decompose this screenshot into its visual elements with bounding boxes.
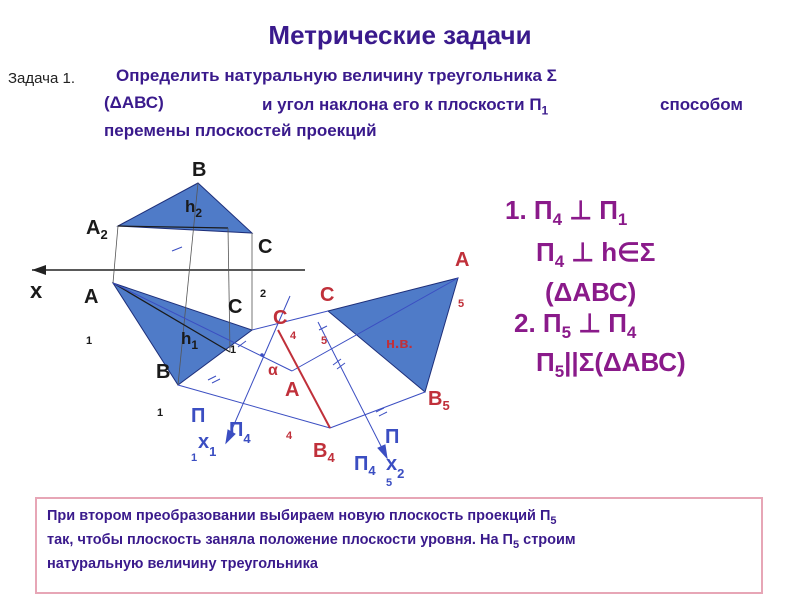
label-h2-sub: 2 — [195, 206, 203, 220]
label-A2 — [86, 217, 108, 242]
tick-mark — [376, 408, 387, 416]
label-A4-sub: 4 — [286, 430, 293, 442]
rule-4-num: 2. — [514, 308, 536, 338]
label-C1: C — [228, 296, 243, 318]
label-x1-text: x — [198, 431, 210, 453]
label-B5-text: B — [428, 388, 443, 410]
projection-line-b4-b5 — [330, 392, 425, 428]
label-x2-P4-text: П — [354, 453, 369, 475]
note-line-1-sub: 5 — [550, 514, 557, 527]
label-h2-text: h — [185, 197, 196, 216]
rule-4-plane-b: П — [608, 308, 627, 338]
label-A2-text: A — [86, 217, 101, 239]
note-line-2 — [47, 531, 751, 555]
rule-5 — [536, 347, 686, 382]
note-line-2-end: строим — [523, 531, 576, 548]
label-x1-P4-text: П — [229, 419, 244, 441]
rule-1 — [505, 195, 627, 230]
explanation-box — [35, 497, 763, 594]
rule-2 — [536, 237, 655, 272]
note-line-2-sub: 5 — [512, 538, 520, 551]
task-label: Задача 1. — [8, 70, 76, 87]
label-x2-P: П — [385, 426, 400, 448]
rule-3: (ΔАВС) — [545, 277, 637, 307]
rule-4-plane-a-sub: 5 — [561, 323, 572, 343]
rule-1-perp: ⊥ — [569, 195, 592, 225]
label-A1-sub: 1 — [86, 335, 93, 347]
label-A4: A — [285, 379, 300, 401]
rule-1-plane-b: П — [599, 195, 618, 225]
label-x2-text: x — [386, 453, 398, 475]
label-A2-sub: 2 — [100, 227, 108, 242]
label-x1-P4 — [229, 419, 251, 446]
label-x2-P4 — [354, 453, 376, 478]
rule-4-perp: ⊥ — [578, 308, 601, 338]
label-alpha: α — [268, 362, 278, 379]
label-B4-text: B — [313, 440, 328, 462]
task-line-2b-sub: 1 — [541, 103, 549, 118]
label-x2-P4-sub: 4 — [368, 463, 376, 478]
rule-4 — [514, 308, 636, 343]
label-B5-sub: 5 — [442, 398, 450, 413]
label-A1: A — [84, 286, 99, 308]
right-angle-dot — [260, 353, 264, 357]
task-line-2a: (ΔАВС) — [104, 93, 164, 112]
note-line-2-text: так, чтобы плоскость заняла положение плоскости уровня. На П — [47, 531, 513, 548]
rule-2-plane-a: П — [536, 237, 555, 267]
label-C1-sub: 1 — [230, 344, 237, 356]
label-x-axis: x — [30, 278, 43, 303]
rule-4-plane-a: П — [542, 308, 562, 338]
label-x1-P: П — [191, 405, 206, 427]
page-title: Метрические задачи — [268, 20, 532, 50]
label-h1-text: h — [181, 329, 192, 348]
label-x2-P-sub: 5 — [386, 477, 393, 489]
rule-5-plane-a-sub: 5 — [554, 362, 565, 382]
tick-mark — [172, 247, 182, 251]
rule-1-plane-b-sub: 1 — [617, 210, 628, 230]
label-C2: C — [258, 236, 273, 258]
label-A5: A — [455, 249, 470, 271]
rule-1-num: 1. — [505, 195, 527, 225]
label-C4-sub: 4 — [290, 330, 297, 342]
link-line-a — [113, 226, 118, 283]
label-B4-sub: 4 — [327, 450, 335, 465]
x-axis-arrow — [32, 265, 46, 275]
label-h1-sub: 1 — [191, 338, 199, 352]
rule-1-plane-a: П — [533, 195, 553, 225]
label-C4: C — [273, 307, 288, 329]
label-x1 — [198, 431, 216, 459]
rule-4-plane-b-sub: 4 — [626, 323, 637, 343]
label-true-size: н.в. — [386, 335, 413, 352]
task-line-3: перемены плоскостей проекций — [104, 121, 377, 140]
label-B2: B — [192, 159, 207, 181]
rule-2-perp: ⊥ — [571, 237, 595, 267]
label-B4 — [313, 440, 335, 465]
label-x1-P4-sub: 4 — [243, 431, 251, 446]
note-line-3: натуральную величину треугольника — [47, 555, 318, 572]
label-C5-sub: 5 — [321, 335, 328, 347]
label-B5 — [428, 388, 450, 413]
label-x2-sub: 2 — [397, 466, 405, 481]
label-C2-sub: 2 — [260, 288, 267, 300]
rule-5-target: Σ(ΔАВС) — [578, 347, 686, 377]
rule-1-plane-a-sub: 4 — [552, 210, 563, 230]
task-line-1: Определить натуральную величину треугольника Σ — [116, 66, 557, 85]
task-line-2c: способом — [660, 95, 743, 114]
label-x1-sub: 1 — [209, 444, 217, 459]
label-B1: B — [156, 361, 171, 383]
label-C5: C — [320, 284, 335, 306]
label-B1-sub: 1 — [157, 407, 164, 419]
note-line-1 — [47, 507, 751, 531]
label-x1-P-sub: 1 — [191, 452, 198, 464]
rule-2-target: h∈Σ — [601, 237, 656, 267]
rule-5-parallel: || — [564, 347, 579, 377]
task-line-2b-text: и угол наклона его к плоскости П — [262, 95, 542, 114]
label-A5-sub: 5 — [458, 298, 465, 310]
rule-5-plane-a: П — [536, 347, 555, 377]
rule-2-plane-a-sub: 4 — [554, 252, 565, 272]
tick-mark — [208, 376, 220, 383]
projection-line-c4-c5 — [300, 311, 328, 318]
note-line-1-text: При втором преобразовании выбираем новую плоскость проекций П — [47, 508, 551, 524]
